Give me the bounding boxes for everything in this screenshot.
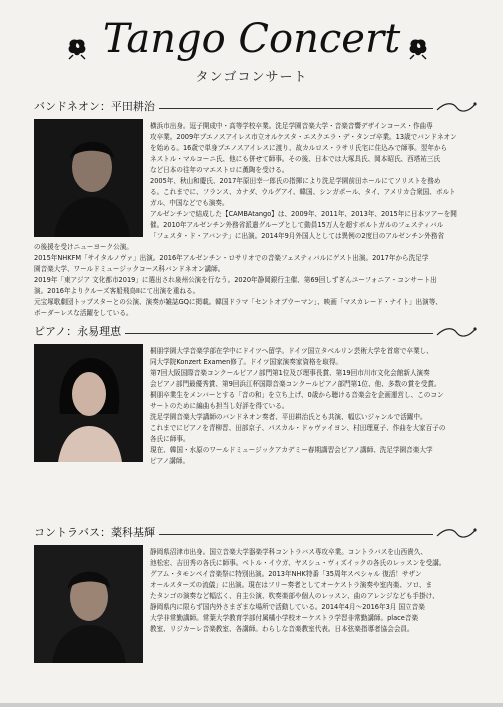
bio-line: 洗足学園音楽大学講師のバンドネオン奏者、平田耕治氏とも共演、幅広いジャンルで活躍中。 bbox=[150, 413, 427, 421]
bio-line: 静岡県内に限らず国内外さまざまな場所で活動している。2014年4月～2016年3月 国立音楽 bbox=[150, 603, 425, 611]
performer-bio bbox=[150, 121, 480, 242]
page-subtitle: タンゴコンサート bbox=[195, 70, 308, 85]
bio-line: 大学非常勤講師。常葉大学教育学部付属橘小学校オーケストラ学習非常勤講師。place音楽 bbox=[150, 614, 419, 622]
divider bbox=[159, 108, 433, 109]
performer-photo bbox=[34, 545, 143, 663]
performer-heading bbox=[34, 96, 477, 114]
bio-line: 元宝塚歌劇団トップスターとの公演、演奏が雑誌GQに掲載。韓国ドラマ「セントオブウーマン」、映画「マスカレード・ナイト」出演等、 bbox=[34, 298, 442, 306]
performer-name: バンドネオン：平田耕治 bbox=[34, 100, 155, 113]
bio-line: 2019年「東アジア 文化都市2019」に選出され泉州公演を行なう。2020年静岡銀行主催、第69回しずぎんユーフォニア・コンサート出 bbox=[34, 276, 437, 284]
bio-line: ピアノ講師。 bbox=[150, 457, 190, 465]
bio-line: オールスターズの流儀」に出演。現在はフリー奏者としてオーケストラ演奏や室内楽、ソロ、ま bbox=[150, 581, 433, 589]
bio-line: 桐朋学園大学音楽学部在学中にドイツへ留学。ドイツ国立タベルリン芸術大学を首席で卒業し、 bbox=[150, 347, 433, 355]
performer-bio bbox=[150, 346, 480, 467]
bio-line: 横浜市出身。逗子開成中・高等学校卒業。洗足学園音楽大学・音楽音響デザインコース・作曲専 bbox=[150, 122, 433, 130]
bio-line: など日本の往年のマエストロに薫陶を受ける。 bbox=[150, 166, 289, 174]
bio-line: 同大学院Konzert Examen修了。ドイツ国家演奏家資格を取得。 bbox=[150, 358, 343, 366]
bio-line: を始める。16歳で単身ブエノスアイレスに渡り、故カルロス・ラサリ氏宅に住込みで師事。翌年から bbox=[150, 144, 448, 152]
divider bbox=[125, 333, 433, 334]
performer-name: ピアノ：永易理恵 bbox=[34, 325, 122, 338]
performer-bio-continued bbox=[34, 242, 484, 319]
bio-line: 会ピアノ部門最優秀賞、第9回浜江杯国際音楽コンクールピアノ部門第1位、他、多数の賞を受賞。 bbox=[150, 380, 441, 388]
performer-heading bbox=[34, 522, 477, 540]
bio-line: 静岡県沼津市出身。国立音楽大学器楽学科コントラバス専攻卒業。コントラバスを山西貴久、 bbox=[150, 548, 427, 556]
performer-bio bbox=[150, 547, 480, 635]
bio-line: 園音楽大学、ワールドミュージックコース科バンドネオン講師。 bbox=[34, 265, 225, 273]
bio-line: 「フェスタ・ド・アバンテ」に出演。2014年9月外国人としては異例の2度目のアルゼンチン外務省 bbox=[150, 232, 445, 240]
divider bbox=[159, 534, 433, 535]
performer-photo bbox=[34, 344, 143, 462]
bio-line: 演。2016年よりクルーズ客船飛鳥IIにて出演を重ねる。 bbox=[34, 287, 200, 295]
page-bottom-edge bbox=[0, 703, 503, 707]
performer-name: コントラバス：薬科基輝 bbox=[34, 526, 155, 539]
page-title: Tango Concert bbox=[102, 16, 401, 62]
bio-line: 2015年NHKFM「サイタルノヴァ」出演。2016年アルゼンチン・ロサリオでの音楽フェスティバルにゲスト出演。2017年から洗足学 bbox=[34, 254, 429, 262]
bio-line: 各氏に師事。 bbox=[150, 435, 190, 443]
bio-line: 池松宏、吉田秀の各氏に師事。ベトル・イウガ、ヤスシュ・ヴィズイックの各氏のレッスンを受講。 bbox=[150, 559, 446, 567]
bio-line: サートのために編曲も担当し好評を得ている。 bbox=[150, 402, 289, 410]
flourish-ornament-icon bbox=[435, 100, 477, 114]
performer-heading bbox=[34, 321, 477, 339]
flourish-ornament-icon bbox=[435, 325, 477, 339]
performer-photo bbox=[34, 119, 143, 237]
bio-line: る。これまでに、フランス、カナダ、ウルグアイ、韓国、シンガポール、タイ、アメリカ合衆国、ボルト bbox=[150, 188, 456, 196]
bio-line: 教室、リジカーレ音楽教室、各講師。わらしな音楽教室代表。日本弦楽指導者協会会員。 bbox=[150, 625, 414, 633]
bio-line: 催。2010年アルゼンチン外務省派遣グループとして動員15万人を超すボルトガルのフェスティバル bbox=[150, 221, 444, 229]
bio-line: ネストル・マルコーニ氏、他にも併せて師事。その後、日本では大塚具氏、岡本昭氏、西塔祐三氏 bbox=[150, 155, 441, 163]
bio-line: 攻卒業。2009年ブエノスアイレス市立オルケスタ・エスクエラ・デ・タンゴ卒業。13歳でバンドネオン bbox=[150, 133, 457, 141]
bio-line: たタンゴの演奏など幅広く、自主公演、吹奏楽部や個人のレッスン、曲のアレンジなども手掛け、 bbox=[150, 592, 439, 600]
flourish-ornament-icon bbox=[435, 526, 477, 540]
bio-line: ボーダーレスな活躍をしている。 bbox=[34, 309, 133, 317]
bio-line: グアム・タモンベイ音楽祭に特別出演。2013年NHK特番「35周年スペシャル 復活！サザン bbox=[150, 570, 422, 578]
bio-line: 第7回大阪国際音楽コンクールピアノ部門第1位及び理事長賞、第19回市川市文化会館新人演奏 bbox=[150, 369, 430, 377]
bio-line: 桐朋卒業生をメンバーとする「音の和」を立ち上げ、0歳から聴ける音楽会を企画運営し、このコン bbox=[150, 391, 444, 399]
bio-line: 現在、韓国・水原のワールドミュージックアカデミー春期講習会ピアノ講師、洗足学園音楽大学 bbox=[150, 446, 433, 454]
bio-line: の後援を受けニューヨーク公演。 bbox=[34, 243, 133, 251]
bio-line: これまでにピアノを青柳晋、田部京子、パスカル・ドゥヴァイヨン、村田理夏子、作曲を大家百子の bbox=[150, 424, 446, 432]
bio-line: アルゼンチンで結成した【CAMBAtango】は、2009年、2011年、2013年、2015年に日本ツアーを開 bbox=[150, 210, 457, 218]
bio-line: ガル、中国などでも演奏。 bbox=[150, 199, 229, 207]
bio-line: 2005年、秋山和慶氏、2017年原田幸一郎氏の指揮により洗足学園前田ホールにてソリストを務め bbox=[150, 177, 441, 185]
